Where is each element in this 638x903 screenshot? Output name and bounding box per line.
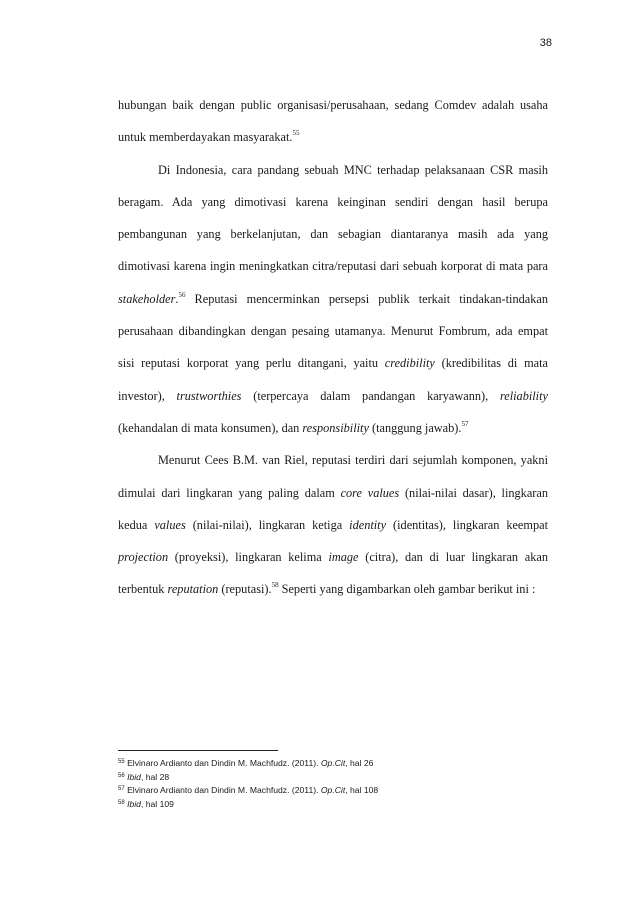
footnote-italic: Ibid	[127, 771, 141, 782]
footnote-text: , hal 108	[345, 785, 379, 796]
footnote-text: , hal 28	[140, 771, 170, 782]
italic-term: stakeholder	[118, 291, 176, 306]
footnote	[118, 771, 548, 785]
footnote-italic: Ibid	[127, 798, 141, 809]
paragraph-2	[118, 154, 548, 445]
footnote-italic: Op.Cit	[320, 785, 346, 796]
footnote-number: 58	[118, 799, 125, 806]
footnote-text: Elvinaro Ardianto dan Dindin M. Machfudz. (2011).	[127, 758, 321, 768]
text-run: (citra), dan di luar lingkaran akan terbentuk	[118, 550, 548, 597]
text-run: (kehandalan di mata konsumen), dan	[118, 420, 303, 435]
italic-term: reputation	[167, 582, 219, 597]
text-run: Di Indonesia, cara pandang sebuah MNC terhadap pelaksanaan CSR masih beragam. Ada yang dimotivasi karena keinginan sendiri dengan hasil berupa pembangunan yang berkelanjutan, dan sebagian diantaranya masih ada yang dimotivasi karena ingin meningkatkan citra/reputasi dari sebuah korporat di mata para	[118, 162, 548, 274]
italic-term: values	[154, 517, 186, 532]
paragraph-3	[118, 444, 548, 605]
footnote-text: , hal 109	[140, 798, 174, 809]
footnote-ref: 58	[271, 581, 279, 590]
body-text	[118, 89, 548, 606]
italic-term: core values	[340, 485, 400, 500]
italic-term: credibility	[384, 356, 435, 371]
footnote	[118, 798, 548, 812]
text-run: (kredibilitas di mata investor),	[118, 356, 548, 403]
text-run: Menurut Cees B.M. van Riel, reputasi terdiri dari sejumlah komponen, yakni dimulai dari lingkaran yang paling dalam	[118, 453, 548, 500]
text-run: (nilai-nilai), lingkaran ketiga	[185, 517, 350, 532]
text-run: hubungan baik dengan public organisasi/perusahaan, sedang Comdev adalah usaha untuk memberdayakan masyarakat.	[118, 98, 548, 145]
text-run: (terpercaya dalam pandangan karyawann),	[241, 388, 500, 403]
text-run: (reputasi).	[218, 582, 272, 597]
footnote-number: 57	[118, 786, 125, 793]
text-run: Reputasi mencerminkan persepsi publik terkait tindakan-tindakan perusahaan dibandingkan dengan pesaing utamanya. Menurut Fombrum, ada empat sisi reputasi korporat yang perlu ditangani, yaitu	[118, 291, 548, 371]
text-run: (tanggung jawab).	[368, 420, 462, 435]
italic-term: trustworthies	[176, 388, 242, 403]
italic-term: projection	[118, 550, 169, 565]
italic-term: image	[328, 550, 359, 565]
footnote	[118, 784, 548, 798]
text-run: (proyeksi), lingkaran kelima	[168, 550, 329, 565]
text-run: Seperti yang digambarkan oleh gambar berikut ini :	[278, 582, 536, 597]
page-number: 38	[539, 37, 552, 49]
footnote-ref: 56	[178, 290, 186, 299]
footnote	[118, 757, 548, 771]
footnote-ref: 55	[292, 129, 300, 138]
footnotes	[118, 757, 548, 811]
text-run: (identitas), lingkaran keempat	[386, 517, 548, 532]
footnote-number: 55	[118, 759, 125, 765]
footnote-divider	[118, 750, 278, 751]
paragraph-1	[118, 89, 548, 154]
text-run: (nilai-nilai dasar), lingkaran kedua	[118, 485, 548, 532]
italic-term: reliability	[499, 388, 548, 403]
footnote-ref: 57	[461, 419, 469, 428]
italic-term: responsibility	[302, 420, 369, 435]
text-run: .	[175, 291, 179, 306]
italic-term: identity	[349, 517, 387, 532]
footnote-text: Elvinaro Ardianto dan Dindin M. Machfudz. (2011).	[127, 785, 321, 796]
footnote-italic: Op.Cit	[320, 758, 346, 768]
footnote-number: 56	[118, 772, 125, 779]
footnote-text: , hal 26	[345, 758, 374, 768]
